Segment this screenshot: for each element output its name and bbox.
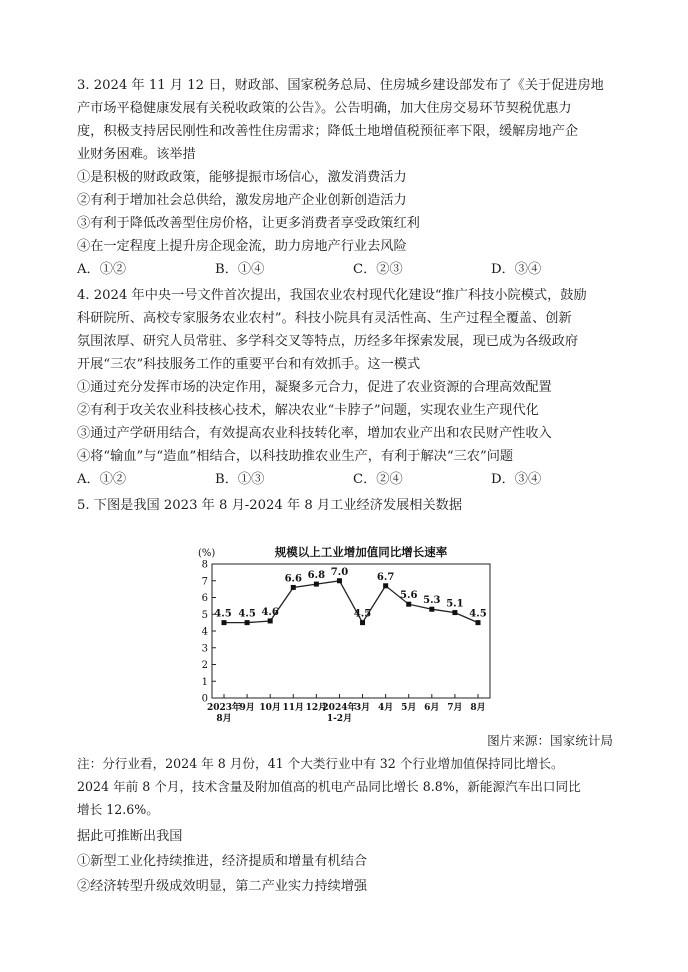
data-label: 5.1 (446, 598, 464, 610)
growth-line-chart (198, 540, 498, 730)
q4-stem-line: 开展“三农”科技服务工作的重要平台和有效抓手。这一模式 (77, 357, 421, 372)
q3-option-b[interactable]: B．①④ (215, 262, 265, 277)
q3-item: ②有利于增加社会总供给，激发房地产企业创新创造活力 (77, 193, 407, 208)
q5-intro: 5. 下图是我国 2023 年 8 月-2024 年 8 月工业经济发展相关数据 (77, 498, 463, 513)
q4-stem-line: 科研院所、高校专家服务农业农村”。科技小院具有灵活性高、生产过程全覆盖、创新 (77, 311, 572, 326)
q4-options (77, 468, 617, 491)
y-tick-label: 5 (201, 609, 208, 621)
q4-stem-line: 4. 2024 年中央一号文件首次提出，我国农业农村现代化建设“推广科技小院模式，鼓励 (77, 288, 587, 303)
q3-option-c[interactable]: C．②③ (353, 262, 403, 277)
data-label: 4.5 (214, 608, 232, 620)
q3-stem-line: 业财务困难。该举措 (77, 147, 196, 162)
data-label: 4.5 (238, 608, 256, 620)
y-tick-label: 8 (201, 559, 208, 571)
data-label: 6.8 (307, 570, 326, 582)
x-tick-label: 10月 (259, 703, 281, 713)
data-label: 4.6 (261, 606, 279, 618)
q4-item: ④将“输血”与“造血”相结合，以科技助推农业生产，有利于解决“三农”问题 (77, 449, 514, 464)
data-point (429, 607, 434, 612)
y-tick-label: 4 (201, 626, 208, 638)
data-label: 5.3 (423, 595, 441, 607)
chart-title: 规模以上工业增加值同比增长速率 (274, 545, 448, 559)
q3-stem-line: 产市场平稳健康发展有关税收政策的公告》。公告明确，加大住房交易环节契税优惠力 (77, 101, 572, 116)
q5-item: ②经济转型升级成效明显，第二产业实力持续增强 (77, 879, 368, 894)
plot-frame (212, 564, 490, 698)
q4-option-d[interactable]: D．③④ (491, 472, 542, 487)
data-label: 6.7 (376, 571, 395, 583)
data-label: 4.5 (469, 608, 487, 620)
data-point (476, 620, 481, 625)
y-tick-label: 1 (201, 676, 208, 688)
q4-item: ②有利于攻关农业科技核心技术，解决农业“卡脖子”问题，实现农业生产现代化 (77, 403, 539, 418)
x-tick-label: 4月 (378, 703, 394, 713)
data-point (268, 618, 273, 623)
data-point (383, 583, 388, 588)
x-tick-label: 1-2月 (326, 714, 353, 724)
q5-prompt: 据此可推断出我国 (77, 829, 183, 844)
x-tick-label: 5月 (401, 703, 417, 713)
data-label: 4.5 (353, 608, 372, 620)
q4-item: ③通过产学研用结合，有效提高农业科技转化率，增加农业产出和农民财产性收入 (77, 426, 552, 441)
q4-stem-line: 氛围浓厚、研究人员常驻、多学科交叉等特点，历经多年探索发展，现已成为各级政府 (77, 334, 579, 349)
q5-note-line: 注：分行业看，2024 年 8 月份，41 个大类行业中有 32 个行业增加值保持同比增长。 (77, 756, 564, 771)
y-tick-label: 6 (201, 593, 208, 604)
q3-options (77, 258, 617, 281)
q4-option-c[interactable]: C．②④ (353, 472, 403, 487)
q3-option-d[interactable]: D．③④ (491, 262, 542, 277)
q5-note-line: 增长 12.6%。 (77, 802, 159, 817)
q5-note-line: 2024 年前 8 个月，技术含量及附加值高的机电产品同比增长 8.8%，新能源汽车出口同比 (77, 779, 581, 794)
q3-item: ④在一定程度上提升房企现金流，助力房地产行业去风险 (77, 239, 407, 254)
q4-option-b[interactable]: B．①③ (215, 472, 265, 487)
chart-y-axis-label: (%) (198, 548, 216, 559)
x-tick-label: 12月 (305, 703, 328, 713)
data-point (406, 602, 411, 607)
data-label: 6.6 (284, 573, 302, 585)
y-axis-ticks (202, 560, 216, 705)
data-point (360, 620, 365, 625)
q3-stem-line: 度，积极支持居民刚性和改善性住房需求；降低土地增值税预征率下限，缓解房地产企 (77, 124, 579, 139)
data-point (452, 610, 457, 615)
q3-item: ③有利于降低改善型住房价格，让更多消费者享受政策红利 (77, 216, 420, 231)
x-tick-label: 8月 (470, 703, 486, 713)
data-point (245, 620, 250, 625)
x-tick-label: 6月 (424, 703, 440, 713)
q3-stem-line: 3. 2024 年 11 月 12 日，财政部、国家税务总局、住房城乡建设部发布了《关于促进房地 (77, 78, 604, 93)
y-tick-label: 2 (201, 660, 208, 671)
q3-item: ①是积极的财政政策，能够提振市场信心，激发消费活力 (77, 170, 407, 185)
x-tick-label: 3月 (354, 703, 371, 713)
x-tick-label: 2023年 (206, 703, 242, 713)
y-tick-label: 3 (201, 643, 208, 655)
chart-source: 图片来源：国家统计局 (487, 733, 613, 748)
data-label: 7.0 (330, 566, 349, 578)
x-tick-label: 8月 (216, 714, 232, 724)
q5-item: ①新型工业化持续推进，经济提质和增量有机结合 (77, 854, 368, 869)
x-tick-label: 7月 (447, 703, 463, 713)
q4-option-a[interactable]: A．①② (77, 472, 127, 487)
y-tick-label: 7 (201, 576, 208, 588)
data-point (222, 620, 227, 625)
x-tick-label: 11月 (282, 703, 305, 713)
data-point (314, 582, 319, 587)
q4-item: ①通过充分发挥市场的决定作用，凝聚多元合力，促进了农业资源的合理高效配置 (77, 380, 552, 395)
data-point (337, 578, 342, 583)
x-tick-label: 2024年 (322, 703, 357, 713)
data-label: 5.6 (400, 590, 418, 602)
data-point (291, 585, 296, 590)
q3-option-a[interactable]: A．①② (77, 262, 127, 277)
y-tick-label: 0 (201, 693, 208, 705)
x-tick-label: 9月 (239, 703, 255, 713)
